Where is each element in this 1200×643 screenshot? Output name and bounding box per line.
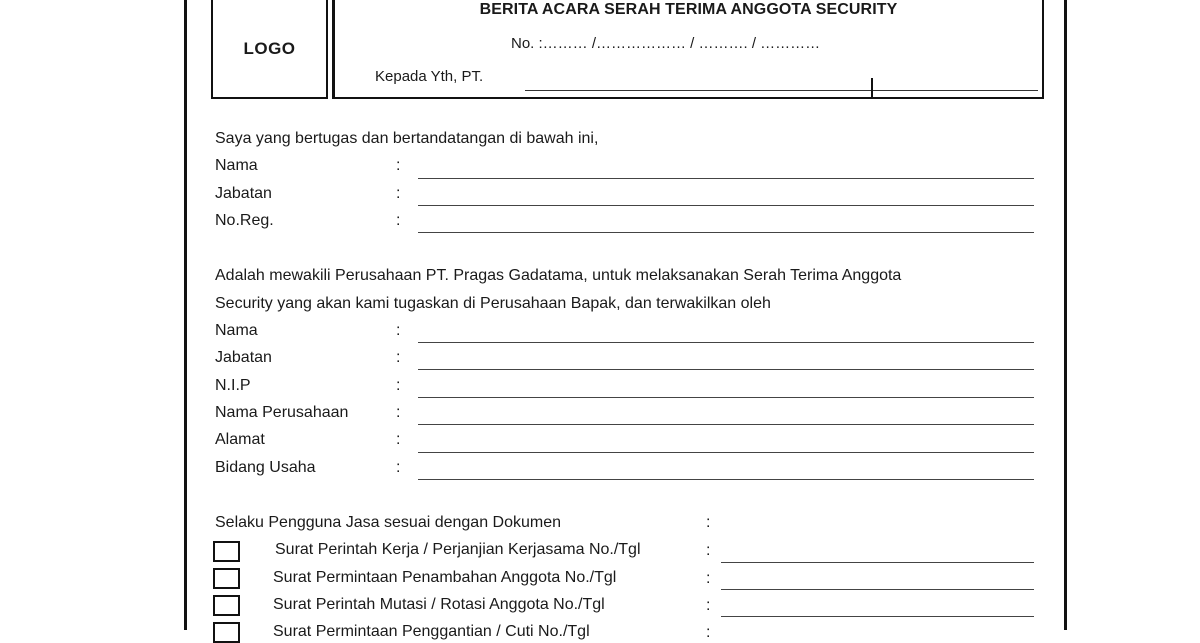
field-colon: :: [396, 377, 401, 394]
document-number: No. :……… /……………… / ………. / …………: [511, 35, 821, 52]
section2-paragraph-line2: Security yang akan kami tugaskan di Perusahaan Bapak, dan terwakilkan oleh: [215, 295, 771, 312]
field-label-nip: N.I.P: [215, 377, 251, 394]
document-header: [332, 0, 1044, 99]
field-label-nama-rep: Nama: [215, 322, 258, 339]
field-label-nama-perusahaan: Nama Perusahaan: [215, 404, 349, 421]
field-line-nama-perusahaan[interactable]: [418, 424, 1034, 425]
header-divider: [871, 78, 873, 97]
field-colon: :: [396, 459, 401, 476]
document-label-penggantian: Surat Permintaan Penggantian / Cuti No./Tgl: [273, 623, 590, 640]
recipient-label: Kepada Yth, PT.: [375, 68, 484, 85]
document-checkbox-spk[interactable]: [213, 541, 240, 562]
field-colon: :: [396, 185, 401, 202]
recipient-fill-line[interactable]: [525, 90, 1038, 91]
document-line-spk[interactable]: [721, 562, 1034, 563]
field-colon: :: [396, 322, 401, 339]
field-colon: :: [706, 542, 711, 559]
section3-intro: Selaku Pengguna Jasa sesuai dengan Dokumen: [215, 514, 562, 531]
document-title: BERITA ACARA SERAH TERIMA ANGGOTA SECURITY: [479, 1, 898, 18]
field-label-bidang-usaha: Bidang Usaha: [215, 459, 316, 476]
document-label-penambahan: Surat Permintaan Penambahan Anggota No./Tgl: [273, 569, 617, 586]
field-label-jabatan: Jabatan: [215, 185, 272, 202]
field-line-nama[interactable]: [418, 178, 1034, 179]
field-line-jabatan[interactable]: [418, 205, 1034, 206]
field-line-alamat[interactable]: [418, 452, 1034, 453]
document-line-penambahan[interactable]: [721, 589, 1034, 590]
field-line-nip[interactable]: [418, 397, 1034, 398]
field-colon: :: [706, 570, 711, 587]
document-checkbox-mutasi[interactable]: [213, 595, 240, 616]
field-colon: :: [396, 349, 401, 366]
document-line-mutasi[interactable]: [721, 616, 1034, 617]
field-line-noreg[interactable]: [418, 232, 1034, 233]
field-line-bidang-usaha[interactable]: [418, 479, 1034, 480]
logo-placeholder: LOGO: [243, 38, 296, 58]
logo-box: [211, 0, 328, 99]
document-checkbox-penggantian[interactable]: [213, 622, 240, 643]
field-label-nama: Nama: [215, 157, 258, 174]
document-checkbox-penambahan[interactable]: [213, 568, 240, 589]
field-label-noreg: No.Reg.: [215, 212, 274, 229]
field-colon: :: [396, 431, 401, 448]
field-label-alamat: Alamat: [215, 431, 265, 448]
page-border-left: [184, 0, 187, 630]
field-colon: :: [706, 624, 711, 641]
field-colon: :: [396, 212, 401, 229]
field-colon: :: [396, 157, 401, 174]
document-label-mutasi: Surat Perintah Mutasi / Rotasi Anggota No./Tgl: [273, 596, 605, 613]
field-colon: :: [706, 597, 711, 614]
field-colon: :: [396, 404, 401, 421]
field-colon: :: [706, 514, 711, 531]
field-line-nama-rep[interactable]: [418, 342, 1034, 343]
section1-intro: Saya yang bertugas dan bertandatangan di bawah ini,: [215, 130, 599, 147]
field-label-jabatan-rep: Jabatan: [215, 349, 272, 366]
section2-paragraph-line1: Adalah mewakili Perusahaan PT. Pragas Gadatama, untuk melaksanakan Serah Terima Anggota: [215, 267, 902, 284]
document-label-spk: Surat Perintah Kerja / Perjanjian Kerjasama No./Tgl: [275, 541, 641, 558]
page-border-right: [1064, 0, 1067, 630]
field-line-jabatan-rep[interactable]: [418, 369, 1034, 370]
